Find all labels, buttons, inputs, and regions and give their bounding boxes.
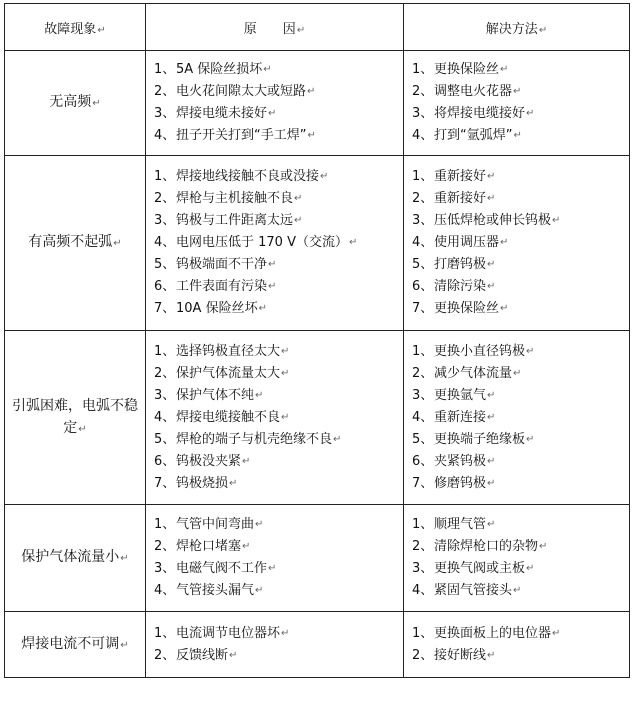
paragraph-mark: ↵	[487, 389, 496, 401]
list-item	[412, 232, 629, 254]
item-number: 1、	[154, 343, 176, 359]
list-item	[154, 623, 403, 645]
header-symptom: 故障现象↵	[5, 4, 146, 51]
list-item	[154, 59, 403, 81]
item-text: 工件表面有污染	[176, 279, 268, 294]
paragraph-mark: ↵	[513, 585, 522, 596]
item-text: 清除焊枪口的杂物	[434, 539, 539, 554]
list-item	[412, 645, 629, 667]
paragraph-mark: ↵	[281, 345, 290, 357]
solution-cell	[404, 505, 630, 612]
paragraph-mark: ↵	[268, 281, 277, 292]
paragraph-mark: ↵	[255, 585, 264, 596]
paragraph-mark: ↵	[526, 433, 535, 445]
list-item	[154, 341, 403, 363]
list-item	[154, 210, 403, 232]
table-row	[5, 331, 630, 505]
paragraph-mark: ↵	[500, 237, 509, 248]
cause-cell	[146, 331, 404, 505]
paragraph-mark: ↵	[552, 627, 561, 639]
item-number: 4、	[154, 128, 176, 143]
paragraph-mark: ↵	[539, 541, 548, 552]
list-item	[154, 536, 403, 558]
list-item	[412, 536, 629, 558]
list-item	[412, 103, 629, 125]
item-number: 5、	[154, 257, 176, 272]
item-text: 电网电压低于 170 V（交流）	[176, 235, 348, 250]
paragraph-mark: ↵	[255, 389, 264, 401]
paragraph-mark: ↵	[258, 303, 267, 314]
list-item	[412, 429, 629, 451]
item-text: 更换保险丝	[434, 62, 500, 77]
list-item	[154, 473, 403, 495]
item-text: 焊枪的端子与机壳绝缘不良	[176, 431, 333, 447]
list-item	[154, 451, 403, 473]
list-item	[412, 580, 629, 602]
paragraph-mark: ↵	[526, 563, 535, 574]
list-item	[154, 276, 403, 298]
item-text: 气管接头漏气	[176, 583, 255, 598]
item-text: 接好断线	[434, 647, 487, 663]
paragraph-mark: ↵	[320, 171, 329, 182]
paragraph-mark: ↵	[229, 649, 238, 661]
paragraph-mark: ↵	[120, 639, 129, 651]
item-number: 5、	[412, 431, 434, 447]
paragraph-mark: ↵	[263, 64, 272, 75]
symptom-cell	[5, 331, 146, 505]
list-item	[412, 623, 629, 645]
list-item	[412, 125, 629, 147]
item-number: 3、	[154, 561, 176, 576]
paragraph-mark: ↵	[307, 86, 316, 97]
item-text: 使用调压器	[434, 235, 500, 250]
item-number: 7、	[154, 301, 176, 316]
item-text: 更换保险丝	[434, 301, 500, 316]
list-item	[154, 254, 403, 276]
table-row	[5, 51, 630, 156]
paragraph-mark: ↵	[92, 98, 101, 109]
paragraph-mark: ↵	[120, 553, 129, 564]
paragraph-mark: ↵	[281, 367, 290, 379]
item-text: 重新接好	[434, 169, 487, 184]
item-number: 7、	[412, 475, 434, 491]
list-item	[412, 385, 629, 407]
item-text: 更换小直径钨极	[434, 343, 526, 359]
list-item	[154, 363, 403, 385]
paragraph-mark: ↵	[78, 423, 87, 435]
item-number: 7、	[154, 475, 176, 491]
item-number: 2、	[154, 539, 176, 554]
paragraph-mark: ↵	[500, 303, 509, 314]
paragraph-mark: ↵	[268, 259, 277, 270]
symptom-text: 焊接电流不可调	[21, 635, 120, 652]
symptom-text: 保护气体流量小	[21, 549, 120, 565]
item-number: 6、	[154, 453, 176, 469]
item-number: 3、	[412, 106, 434, 121]
list-item	[412, 298, 629, 320]
symptom-text: 引弧困难，电弧不稳定	[12, 397, 138, 436]
item-number: 2、	[154, 365, 176, 381]
item-number: 1、	[412, 343, 434, 359]
paragraph-mark: ↵	[487, 171, 496, 182]
list-item	[412, 407, 629, 429]
item-text: 钨极烧损	[176, 475, 229, 491]
item-number: 3、	[412, 561, 434, 576]
list-item	[154, 514, 403, 536]
item-text: 将焊接电缆接好	[434, 106, 526, 121]
item-text: 电磁气阀不工作	[176, 561, 268, 576]
paragraph-mark: ↵	[487, 281, 496, 292]
item-text: 焊枪与主机接触不良	[176, 191, 294, 206]
item-number: 6、	[412, 279, 434, 294]
item-number: 4、	[154, 235, 176, 250]
item-number: 2、	[154, 84, 176, 99]
list-item	[412, 81, 629, 103]
item-number: 3、	[412, 387, 434, 403]
item-text: 压低焊枪或伸长钨极	[434, 213, 552, 228]
item-number: 4、	[412, 583, 434, 598]
item-text: 选择钨极直径太大	[176, 343, 281, 359]
list-item	[412, 558, 629, 580]
item-number: 4、	[154, 409, 176, 425]
item-text: 5A 保险丝损坏	[176, 62, 263, 77]
list-item	[412, 276, 629, 298]
list-item	[412, 451, 629, 473]
list-item	[154, 407, 403, 429]
item-text: 减少气体流量	[434, 365, 513, 381]
paragraph-mark: ↵	[552, 215, 561, 226]
paragraph-mark: ↵	[513, 367, 522, 379]
list-item	[412, 473, 629, 495]
paragraph-mark: ↵	[487, 519, 496, 530]
item-text: 焊接电缆未接好	[176, 106, 268, 121]
item-number: 2、	[154, 647, 176, 663]
item-text: 重新接好	[434, 191, 487, 206]
paragraph-mark: ↵	[487, 649, 496, 661]
paragraph-mark: ↵	[268, 108, 277, 119]
list-item	[412, 254, 629, 276]
item-number: 4、	[412, 409, 434, 425]
item-number: 1、	[412, 62, 434, 77]
item-number: 1、	[154, 169, 176, 184]
item-number: 3、	[412, 213, 434, 228]
list-item	[412, 363, 629, 385]
item-text: 电火花间隙太大或短路	[176, 84, 307, 99]
paragraph-mark: ↵	[268, 563, 277, 574]
item-number: 1、	[154, 62, 176, 77]
symptom-cell	[5, 612, 146, 678]
paragraph-mark: ↵	[513, 130, 522, 141]
list-item	[154, 166, 403, 188]
paragraph-mark: ↵	[487, 477, 496, 489]
header-cause: 原 因↵	[146, 4, 404, 51]
list-item	[154, 580, 403, 602]
table-row	[5, 156, 630, 331]
table-row	[5, 612, 630, 678]
item-text: 保护气体流量太大	[176, 365, 281, 381]
item-number: 2、	[412, 647, 434, 663]
item-number: 5、	[154, 431, 176, 447]
paragraph-mark: ↵	[113, 238, 122, 249]
header-row	[5, 4, 630, 51]
paragraph-mark: ↵	[294, 193, 303, 204]
symptom-cell	[5, 505, 146, 612]
item-number: 6、	[154, 279, 176, 294]
cause-cell	[146, 156, 404, 331]
paragraph-mark: ↵	[229, 477, 238, 489]
paragraph-mark: ↵	[513, 86, 522, 97]
list-item	[154, 103, 403, 125]
item-text: 打到“氩弧焊”	[434, 128, 513, 143]
paragraph-mark: ↵	[255, 519, 264, 530]
item-text: 打磨钨极	[434, 257, 487, 272]
paragraph-mark: ↵	[281, 627, 290, 639]
paragraph-mark: ↵	[500, 64, 509, 75]
solution-cell	[404, 612, 630, 678]
symptom-text: 有高频不起弧	[28, 234, 113, 250]
item-number: 2、	[412, 365, 434, 381]
paragraph-mark: ↵	[242, 455, 251, 467]
item-number: 3、	[154, 106, 176, 121]
item-text: 顺理气管	[434, 517, 487, 532]
list-item	[412, 188, 629, 210]
item-text: 钨极与工件距离太远	[176, 213, 294, 228]
item-number: 1、	[412, 625, 434, 641]
table-row	[5, 505, 630, 612]
item-number: 4、	[412, 128, 434, 143]
item-text: 气管中间弯曲	[176, 517, 255, 532]
item-number: 2、	[154, 191, 176, 206]
item-text: 焊接电缆接触不良	[176, 409, 281, 425]
item-text: 清除污染	[434, 279, 487, 294]
list-item	[154, 125, 403, 147]
paragraph-mark: ↵	[348, 237, 358, 248]
item-number: 2、	[412, 191, 434, 206]
list-item	[154, 558, 403, 580]
list-item	[154, 81, 403, 103]
list-item	[154, 232, 403, 254]
solution-cell	[404, 331, 630, 505]
item-number: 3、	[154, 213, 176, 228]
symptom-cell	[5, 51, 146, 156]
item-text: 重新连接	[434, 409, 487, 425]
item-text: 电流调节电位器坏	[176, 625, 281, 641]
paragraph-mark: ↵	[307, 130, 316, 141]
item-number: 5、	[412, 257, 434, 272]
paragraph-mark: ↵	[487, 455, 496, 467]
cause-cell	[146, 612, 404, 678]
item-number: 1、	[412, 169, 434, 184]
item-text: 焊接地线接触不良或没接	[176, 169, 320, 184]
list-item	[154, 298, 403, 320]
item-text: 紧固气管接头	[434, 583, 513, 598]
item-number: 2、	[412, 539, 434, 554]
list-item	[154, 429, 403, 451]
item-text: 10A 保险丝坏	[176, 301, 258, 316]
item-text: 更换面板上的电位器	[434, 625, 552, 641]
item-number: 4、	[154, 583, 176, 598]
list-item	[154, 645, 403, 667]
cause-cell	[146, 51, 404, 156]
paragraph-mark: ↵	[487, 259, 496, 270]
paragraph-mark: ↵	[487, 411, 496, 423]
item-number: 1、	[412, 517, 434, 532]
item-text: 修磨钨极	[434, 475, 487, 491]
paragraph-mark: ↵	[294, 215, 303, 226]
list-item	[154, 385, 403, 407]
item-text: 保护气体不纯	[176, 387, 255, 403]
paragraph-mark: ↵	[242, 541, 251, 552]
item-text: 焊枪口堵塞	[176, 539, 242, 554]
item-text: 更换端子绝缘板	[434, 431, 526, 447]
item-text: 更换氩气	[434, 387, 487, 403]
item-number: 7、	[412, 301, 434, 316]
list-item	[412, 166, 629, 188]
paragraph-mark: ↵	[281, 411, 290, 423]
list-item	[412, 514, 629, 536]
item-text: 钨极没夹紧	[176, 453, 242, 469]
item-text: 夹紧钨极	[434, 453, 487, 469]
symptom-cell	[5, 156, 146, 331]
solution-cell	[404, 51, 630, 156]
item-number: 2、	[412, 84, 434, 99]
item-number: 1、	[154, 625, 176, 641]
item-number: 4、	[412, 235, 434, 250]
item-text: 更换气阀或主板	[434, 561, 526, 576]
list-item	[412, 59, 629, 81]
item-text: 扭子开关打到“手工焊”	[176, 128, 307, 143]
list-item	[154, 188, 403, 210]
troubleshooting-table	[4, 3, 630, 678]
paragraph-mark: ↵	[333, 433, 342, 445]
item-text: 调整电火花器	[434, 84, 513, 99]
solution-cell	[404, 156, 630, 331]
paragraph-mark: ↵	[526, 108, 535, 119]
item-text: 反馈线断	[176, 647, 229, 663]
paragraph-mark: ↵	[526, 345, 535, 357]
item-number: 6、	[412, 453, 434, 469]
item-number: 1、	[154, 517, 176, 532]
cause-cell	[146, 505, 404, 612]
list-item	[412, 341, 629, 363]
header-solution: 解决方法↵	[404, 4, 630, 51]
item-text: 钨极端面不干净	[176, 257, 268, 272]
list-item	[412, 210, 629, 232]
paragraph-mark: ↵	[487, 193, 496, 204]
symptom-text: 无高频	[49, 94, 92, 110]
item-number: 3、	[154, 387, 176, 403]
